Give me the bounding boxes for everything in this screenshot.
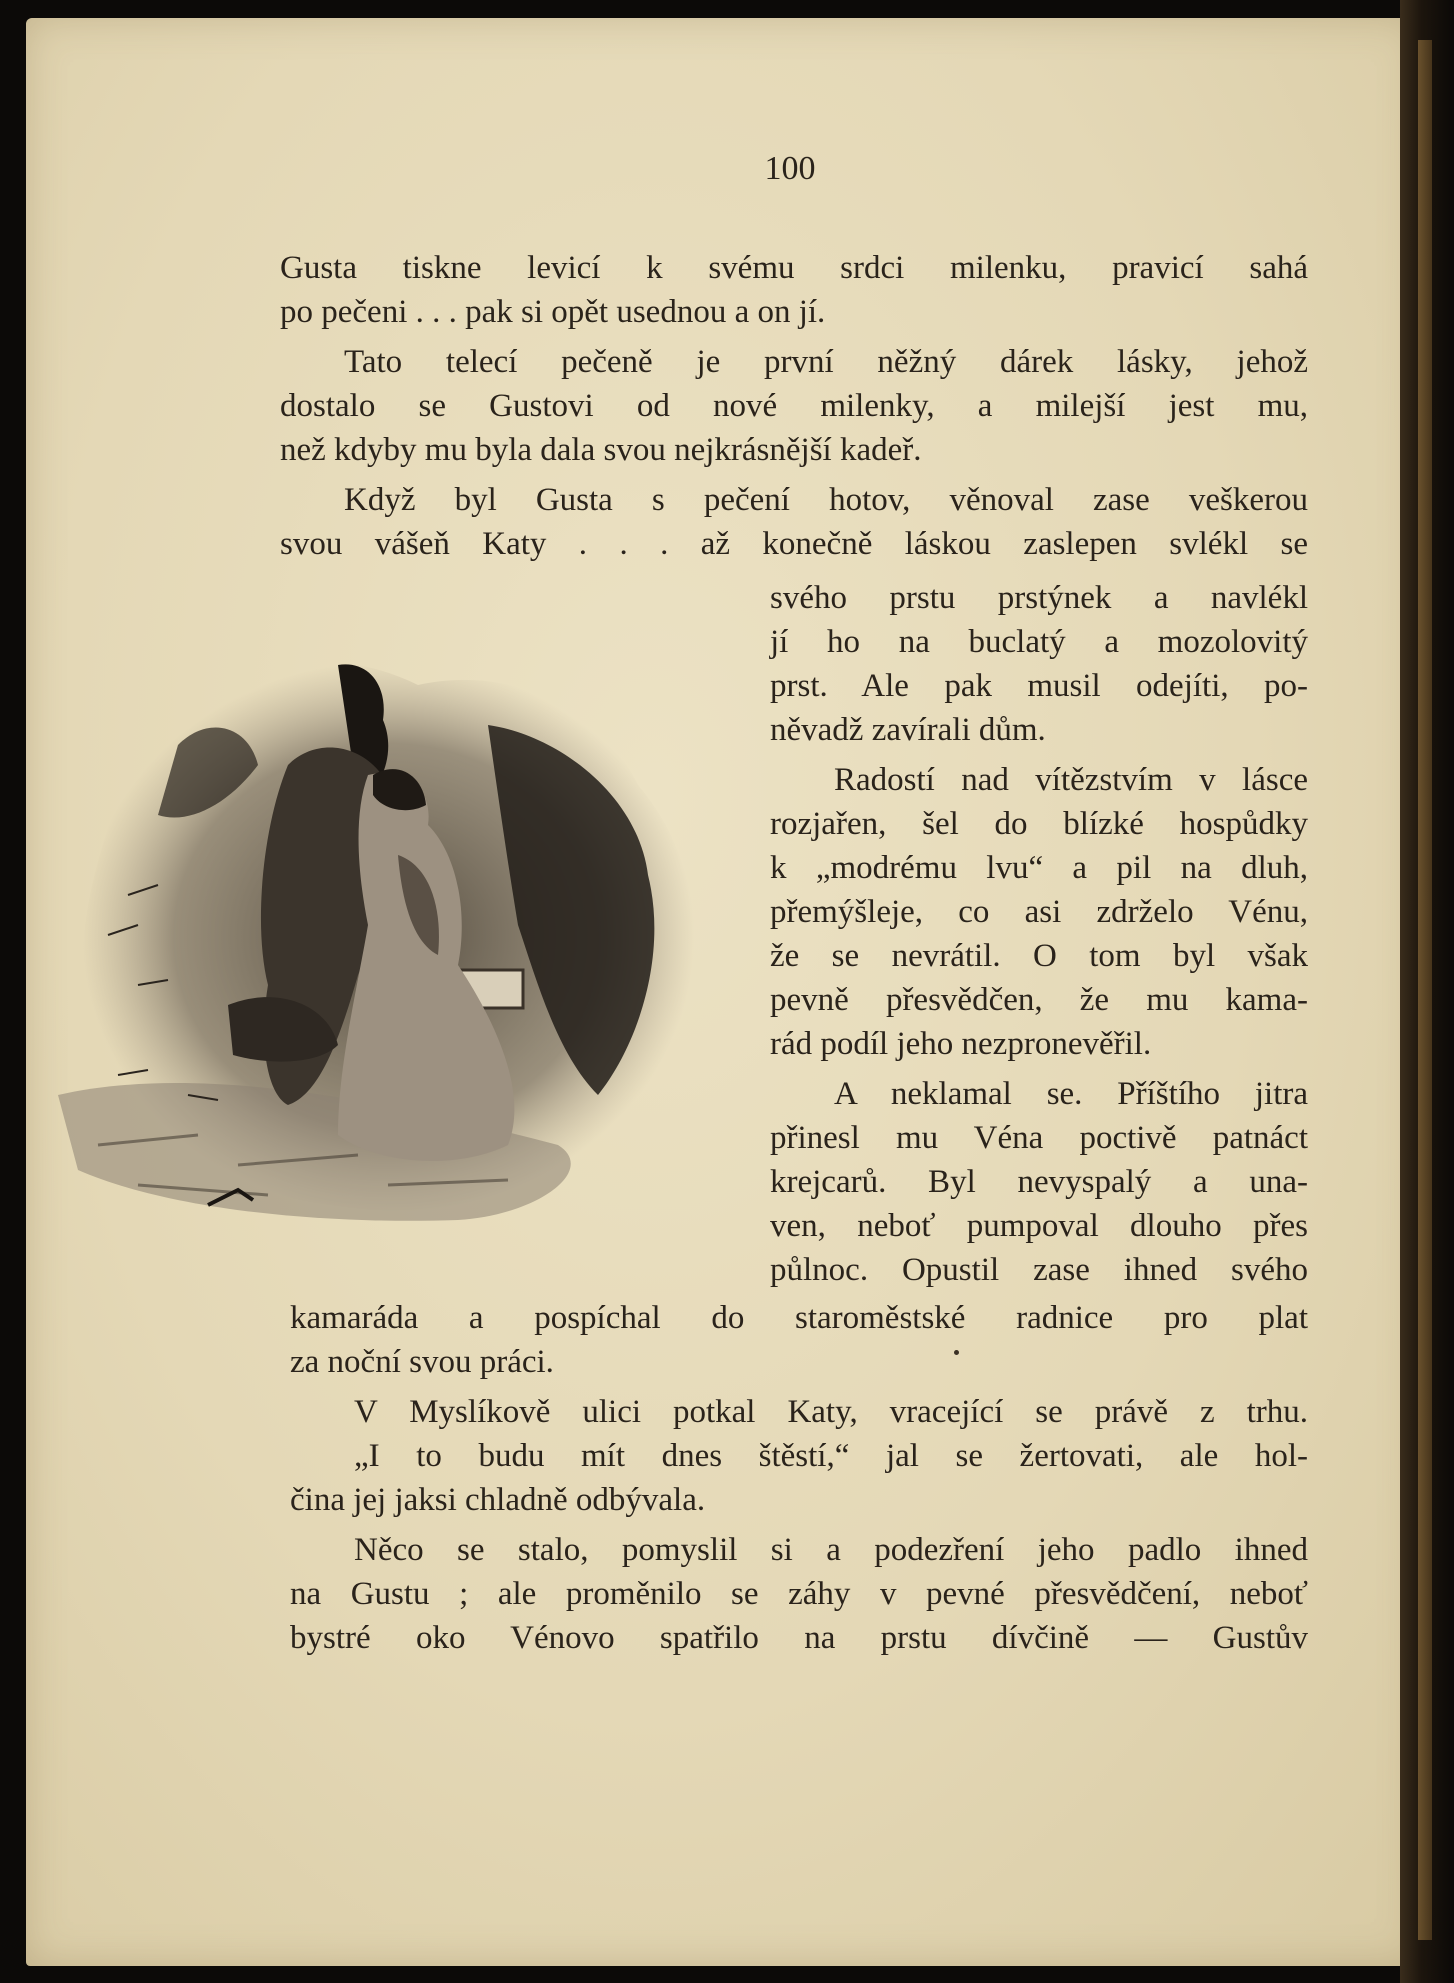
text-line: bystré oko Vénovo spatřilo na prstu dívčině — Gustův [290, 1620, 1308, 1656]
text-line: V Myslíkově ulici potkal Katy, vracející se právě z trhu. [354, 1394, 1308, 1430]
text-line: přinesl mu Véna poctivě patnáct [770, 1120, 1308, 1156]
text-line: Když byl Gusta s pečení hotov, věnoval zase veškerou [344, 482, 1308, 518]
text-line: než kdyby mu byla dala svou nejkrásnější kadeř. [280, 432, 922, 468]
text-line: svou vášeň Katy . . . až konečně láskou zaslepen svlékl se [280, 526, 1308, 562]
text-line: že se nevrátil. O tom byl však [770, 938, 1308, 974]
text-line: přemýšleje, co asi zdrželo Vénu, [770, 894, 1308, 930]
text-line: něvadž zavírali dům. [770, 712, 1046, 748]
text-line: po pečeni . . . pak si opět usednou a on jí. [280, 294, 826, 330]
text-line: rozjařen, šel do blízké hospůdky [770, 806, 1308, 842]
text-line: za noční svou práci. [290, 1344, 554, 1380]
text-line: Tato telecí pečeně je první něžný dárek lásky, jehož [344, 344, 1308, 380]
couple-on-bench-illustration [38, 625, 738, 1245]
text-line: dostalo se Gustovi od nové milenky, a milejší jest mu, [280, 388, 1308, 424]
ink-speck [954, 1350, 959, 1355]
text-line: půlnoc. Opustil zase ihned svého [770, 1252, 1308, 1288]
adjacent-page-edge [1418, 40, 1432, 1940]
text-line: A neklamal se. Příštího jitra [834, 1076, 1308, 1112]
top-text-block [280, 246, 1308, 566]
bottom-text-block [290, 1296, 1308, 1660]
text-line: k „modrému lvu“ a pil na dluh, [770, 850, 1308, 886]
text-line: ven, neboť pumpoval dlouho přes [770, 1208, 1308, 1244]
text-line: na Gustu ; ale proměnilo se záhy v pevné přesvědčení, neboť [290, 1576, 1308, 1612]
text-line: čina jej jaksi chladně odbývala. [290, 1482, 706, 1518]
text-line: Gusta tiskne levicí k svému srdci milenku, pravicí sahá [280, 250, 1308, 286]
page-number: 100 [764, 150, 816, 187]
text-line: jí ho na buclatý a mozolovitý [770, 624, 1308, 660]
text-line: „I to budu mít dnes štěstí,“ jal se žertovati, ale hol- [354, 1438, 1308, 1474]
side-text-block [770, 576, 1308, 1292]
text-line: Radostí nad vítězstvím v lásce [834, 762, 1308, 798]
text-line: krejcarů. Byl nevyspalý a una- [770, 1164, 1308, 1200]
text-line: svého prstu prstýnek a navlékl [770, 580, 1308, 616]
text-line: Něco se stalo, pomyslil si a podezření jeho padlo ihned [354, 1532, 1308, 1568]
text-line: pevně přesvědčen, že mu kama- [770, 982, 1308, 1018]
text-line: kamaráda a pospíchal do staroměstské radnice pro plat [290, 1300, 1308, 1336]
text-line: prst. Ale pak musil odejíti, po- [770, 668, 1308, 704]
text-line: rád podíl jeho nezpronevěřil. [770, 1026, 1152, 1062]
